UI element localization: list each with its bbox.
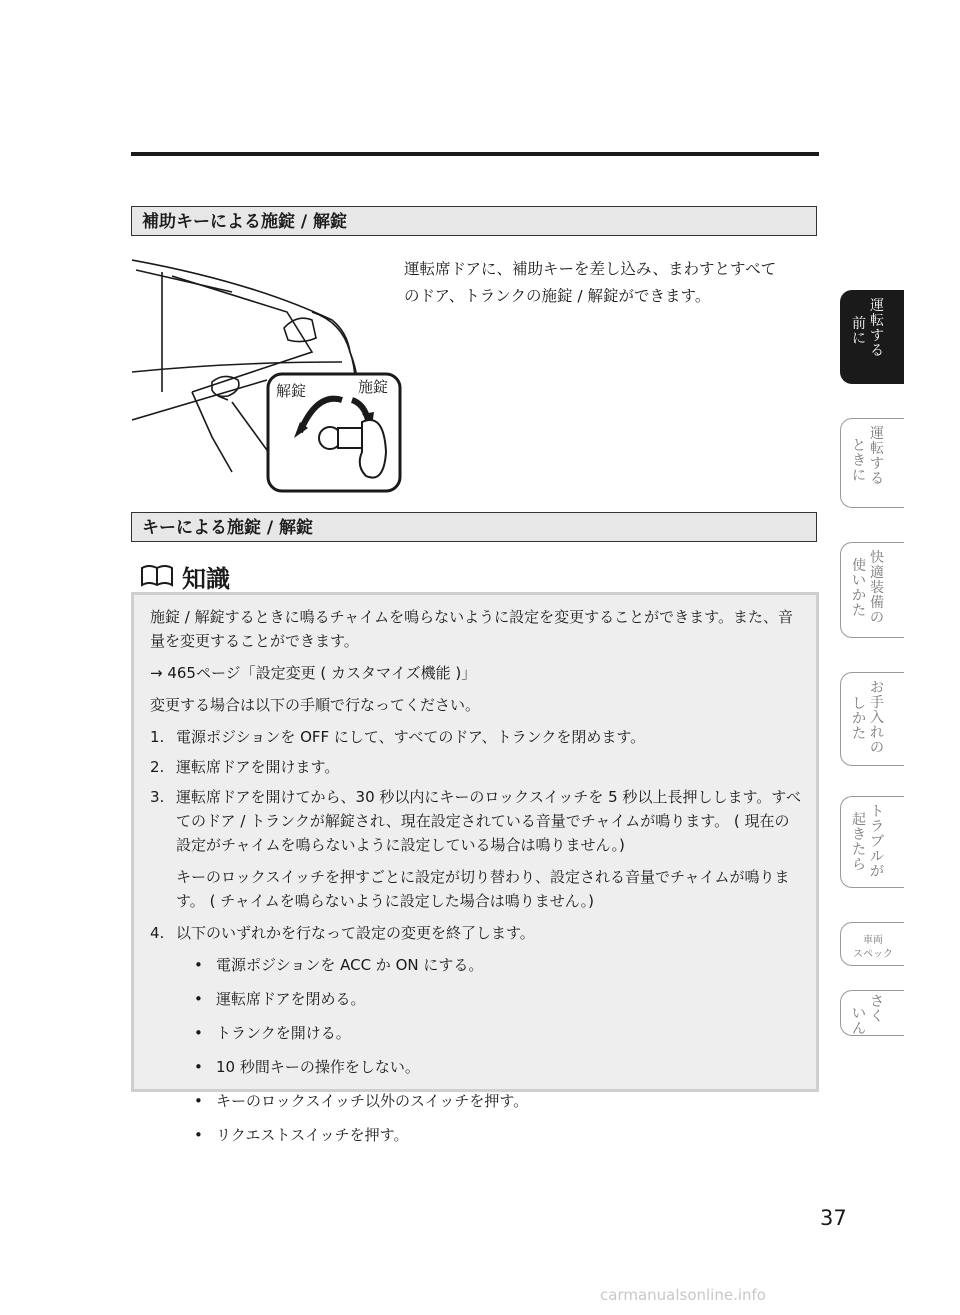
tab-maintenance[interactable]: しかた お手入れの bbox=[840, 672, 904, 766]
top-rule bbox=[131, 152, 819, 156]
tab-index[interactable]: いん さく bbox=[840, 990, 904, 1036]
lock-label: 施錠 bbox=[358, 378, 389, 396]
section-heading-key: キーによる施錠 / 解錠 bbox=[131, 512, 817, 542]
step-2: 2. 運転席ドアを開けます。 bbox=[150, 758, 340, 776]
knowledge-para-2: → 465ページ「設定変更 ( カスタマイズ機能 )」 bbox=[150, 664, 477, 682]
key-head-icon bbox=[360, 420, 386, 478]
bullet-item: • 電源ポジションを ACC か ON にする。 bbox=[194, 956, 484, 974]
bullet-item: • 10 秒間キーの操作をしない。 bbox=[194, 1058, 420, 1076]
bullet-item: • リクエストスイッチを押す。 bbox=[194, 1126, 409, 1144]
tab-before-driving[interactable]: 前に 運転する bbox=[840, 290, 904, 384]
step-4: 4. 以下のいずれかを行なって設定の変更を終了します。 bbox=[150, 924, 535, 942]
knowledge-title: 知識 bbox=[182, 564, 230, 593]
section-heading-spare-key: 補助キーによる施錠 / 解錠 bbox=[131, 206, 817, 236]
tab-troubleshooting[interactable]: 起きたら トラブルが bbox=[840, 796, 904, 888]
unlock-label: 解錠 bbox=[276, 382, 307, 400]
book-icon bbox=[140, 563, 174, 589]
car-door-drawing bbox=[132, 252, 402, 494]
bullet-item: • キーのロックスイッチ以外のスイッチを押す。 bbox=[194, 1092, 529, 1110]
step-3-extra: キーのロックスイッチを押すごとに設定が切り替わり、設定される音量でチャイムが鳴ります。 ( チャイムを鳴らないように設定した場合は鳴りません。) bbox=[176, 868, 790, 910]
bullet-item: • 運転席ドアを閉める。 bbox=[194, 990, 366, 1008]
step-3: 3. 運転席ドアを開けてから、30 秒以内にキーのロックスイッチを 5 秒以上長押しします。すべてのドア / トランクが解錠され、現在設定されている音量でチャイムが鳴ります。 ( 現在の設定がチャイムを鳴らないように設定している場合は鳴りません。) bbox=[150, 788, 801, 854]
watermark: carmanualsonline.info bbox=[600, 1286, 766, 1304]
tab-vehicle-specs[interactable]: 車両 スペック bbox=[840, 922, 904, 966]
door-key-illustration bbox=[132, 252, 402, 494]
intro-line-2: のドア、トランクの施錠 / 解錠ができます。 bbox=[404, 287, 711, 305]
bullet-item: • トランクを開ける。 bbox=[194, 1024, 351, 1042]
knowledge-box bbox=[131, 592, 819, 1144]
step-1: 1. 電源ポジションを OFF にして、すべてのドア、トランクを閉めます。 bbox=[150, 728, 646, 746]
tab-comfort-features[interactable]: 使いかた 快適装備の bbox=[840, 542, 904, 638]
intro-line-1: 運転席ドアに、補助キーを差し込み、まわすとすべて bbox=[404, 260, 777, 278]
knowledge-heading bbox=[140, 560, 230, 592]
page-number: 37 bbox=[820, 1206, 847, 1230]
knowledge-para-3: 変更する場合は以下の手順で行なってください。 bbox=[150, 696, 481, 714]
knowledge-para-1: 施錠 / 解錠するときに鳴るチャイムを鳴らないように設定を変更することができます。また、音量を変更することができます。 bbox=[150, 608, 793, 650]
intro-text bbox=[404, 256, 824, 310]
tab-while-driving[interactable]: ときに 運転する bbox=[840, 418, 904, 508]
